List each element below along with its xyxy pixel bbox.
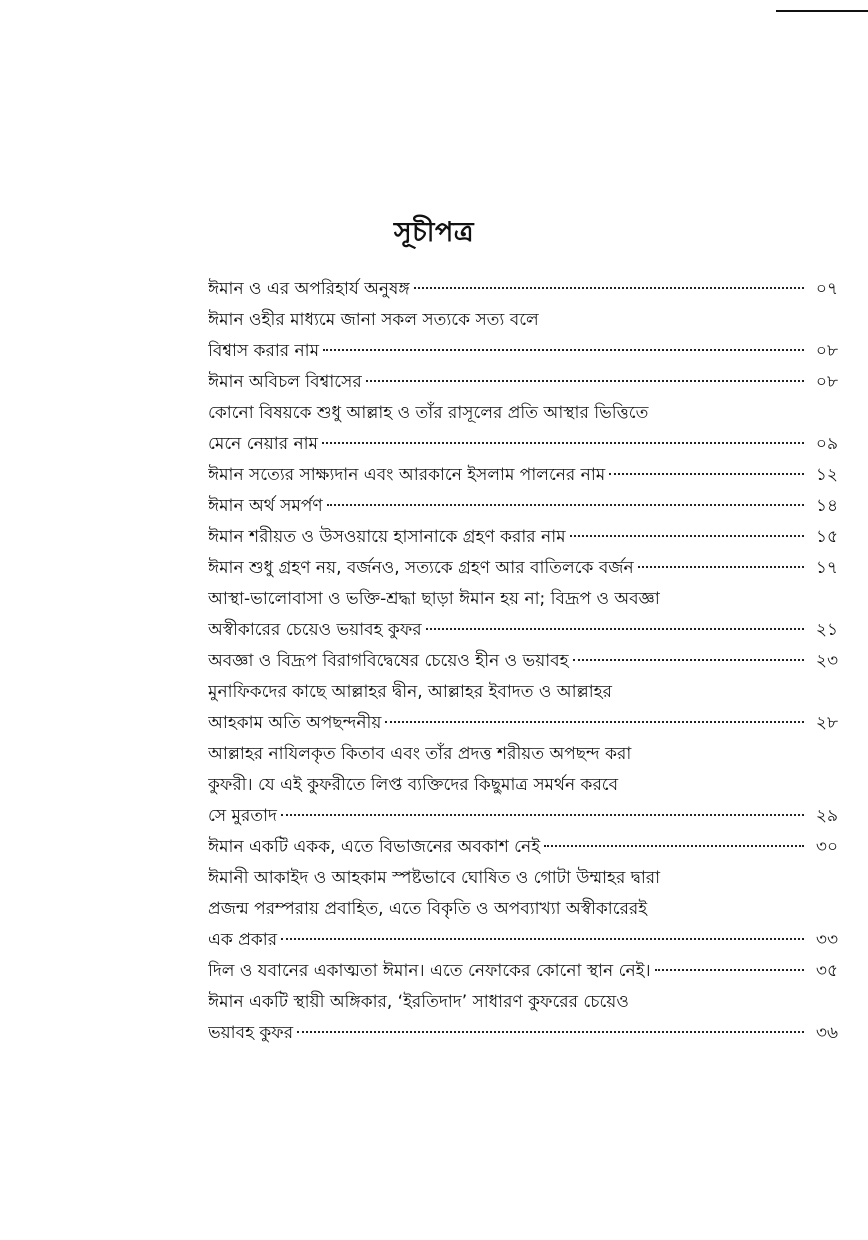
dot-leader (573, 658, 804, 661)
toc-entry-line (208, 305, 838, 336)
toc-page-number: ৩৫ (815, 961, 838, 981)
toc-entry-text: সে মুরতাদ (208, 806, 277, 826)
toc-entry (208, 987, 838, 1049)
toc-page-number: ৩০ (815, 837, 838, 857)
dot-leader (281, 937, 804, 940)
page-title: সূচীপত্র (393, 217, 475, 248)
toc-entry (208, 398, 838, 460)
toc-entry-text: এক প্রকার (208, 930, 278, 950)
toc-entry-line (208, 987, 838, 1018)
toc-entry-line (208, 615, 838, 646)
toc-entry-text: ঈমান ও এর অপরিহার্য অনুষঙ্গ (208, 279, 410, 299)
toc-entry-line (208, 274, 838, 305)
toc-page-number: ২১ (815, 620, 838, 640)
toc-page-number: ২৮ (815, 713, 838, 733)
toc-page-number: ১৪ (815, 496, 838, 516)
dot-leader (323, 348, 804, 351)
toc-entry-line (208, 429, 838, 460)
toc-entry-text: অস্বীকারের চেয়েও ভয়াবহ কুফর (208, 620, 422, 640)
toc-page-number: ১৫ (815, 527, 838, 547)
toc-page-number: ৩৩ (815, 930, 838, 950)
toc-entry-text: ঈমান সত্যের সাক্ষ্যদান এবং আরকানে ইসলাম পালনের নাম (208, 465, 606, 485)
dot-leader (322, 441, 804, 444)
toc-entry (208, 460, 838, 491)
dot-leader (426, 627, 804, 630)
dot-leader (638, 565, 804, 568)
toc-page-number: ৩৬ (815, 1023, 838, 1043)
toc-entry-line (208, 863, 838, 894)
toc-entry-text: আল্লাহর নাযিলকৃত কিতাব এবং তাঁর প্রদত্ত শরীয়ত অপছন্দ করা (208, 744, 632, 764)
toc-entry (208, 553, 838, 584)
toc-entry-line (208, 708, 838, 739)
toc-entry (208, 956, 838, 987)
dot-leader (385, 720, 804, 723)
toc-entry-line (208, 894, 838, 925)
toc-page-number: ০৯ (815, 434, 838, 454)
table-of-contents (208, 274, 838, 1049)
toc-entry-text: মুনাফিকদের কাছে আল্লাহর দ্বীন, আল্লাহর ইবাদত ও আল্লাহর (208, 682, 612, 702)
dot-leader (544, 844, 804, 847)
toc-entry-text: ঈমান শুধু গ্রহণ নয়, বর্জনও, সত্যকে গ্রহণ আর বাতিলকে বর্জন (208, 558, 634, 578)
toc-entry-line (208, 801, 838, 832)
toc-entry-line (208, 832, 838, 863)
dot-leader (327, 503, 804, 506)
toc-entry (208, 584, 838, 646)
toc-entry-line (208, 956, 838, 987)
toc-entry-text: ঈমান শরীয়ত ও উসওয়ায়ে হাসানাকে গ্রহণ করার নাম (208, 527, 566, 547)
toc-entry-text: অবজ্ঞা ও বিদ্রূপ বিরাগবিদ্বেষের চেয়েও হীন ও ভয়াবহ (208, 651, 569, 671)
toc-entry-line (208, 677, 838, 708)
toc-entry-text: দিল ও যবানের একাত্মতা ঈমান। এতে নেফাকের কোনো স্থান নেই। (208, 961, 651, 981)
dot-leader (414, 286, 804, 289)
toc-entry-line (208, 460, 838, 491)
dot-leader (297, 1030, 804, 1033)
toc-entry (208, 305, 838, 367)
toc-entry-line (208, 491, 838, 522)
toc-entry-line (208, 398, 838, 429)
dot-leader (609, 472, 804, 475)
toc-entry (208, 832, 838, 863)
toc-entry-text: আহকাম অতি অপছন্দনীয় (208, 713, 382, 733)
toc-entry-text: ঈমান একটি একক, এতে বিভাজনের অবকাশ নেই (208, 837, 541, 857)
dot-leader (281, 813, 804, 816)
toc-page-number: ০৭ (815, 279, 838, 299)
dot-leader (570, 534, 804, 537)
toc-entry-line (208, 553, 838, 584)
toc-entry-text: ভয়াবহ কুফর (208, 1023, 294, 1043)
toc-entry (208, 491, 838, 522)
dot-leader (655, 968, 804, 971)
toc-entry-line (208, 646, 838, 677)
toc-entry (208, 863, 838, 956)
toc-entry-text: ঈমান একটি স্থায়ী অঙ্গিকার, ‘ইরতিদাদ’ সাধারণ কুফরের চেয়েও (208, 992, 629, 1012)
toc-entry-text: ঈমানী আকাইদ ও আহকাম স্পষ্টভাবে ঘোষিত ও গোটা উম্মাহর দ্বারা (208, 868, 661, 888)
toc-entry-text: প্রজন্ম পরম্পরায় প্রবাহিত, এতে বিকৃতি ও অপব্যাখ্যা অস্বীকারেরই (208, 899, 648, 919)
toc-entry (208, 677, 838, 739)
toc-entry-line (208, 770, 838, 801)
toc-entry-text: ঈমান অর্থ সমর্পণ (208, 496, 323, 516)
toc-entry-line (208, 925, 838, 956)
toc-entry (208, 367, 838, 398)
toc-entry-line (208, 739, 838, 770)
toc-page-number: ০৮ (815, 372, 838, 392)
toc-entry-text: আস্থা-ভালোবাসা ও ভক্তি-শ্রদ্ধা ছাড়া ঈমান হয় না; বিদ্রূপ ও অবজ্ঞা (208, 589, 660, 609)
dot-leader (366, 379, 804, 382)
toc-entry (208, 274, 838, 305)
toc-entry (208, 522, 838, 553)
toc-entry-text: কুফরী। যে এই কুফরীতে লিপ্ত ব্যক্তিদের কিছুমাত্র সমর্থন করবে (208, 775, 619, 795)
toc-entry (208, 739, 838, 832)
toc-page-number: ০৮ (815, 341, 838, 361)
toc-entry-line (208, 367, 838, 398)
toc-entry-line (208, 522, 838, 553)
toc-page-number: ১৭ (815, 558, 838, 578)
toc-page-number: ২৯ (815, 806, 838, 826)
toc-entry-text: কোনো বিষয়কে শুধু আল্লাহ ও তাঁর রাসূলের প্রতি আস্থার ভিত্তিতে (208, 403, 649, 423)
toc-entry-text: বিশ্বাস করার নাম (208, 341, 320, 361)
toc-entry-text: ঈমান অবিচল বিশ্বাসের (208, 372, 362, 392)
toc-entry (208, 646, 838, 677)
toc-entry-text: ঈমান ওহীর মাধ্যমে জানা সকল সত্যকে সত্য বলে (208, 310, 539, 330)
toc-entry-line (208, 584, 838, 615)
toc-entry-line (208, 336, 838, 367)
toc-page-number: ১২ (815, 465, 838, 485)
toc-page-number: ২৩ (815, 651, 838, 671)
toc-entry-text: মেনে নেয়ার নাম (208, 434, 318, 454)
toc-entry-line (208, 1018, 838, 1049)
top-rule (776, 10, 868, 12)
